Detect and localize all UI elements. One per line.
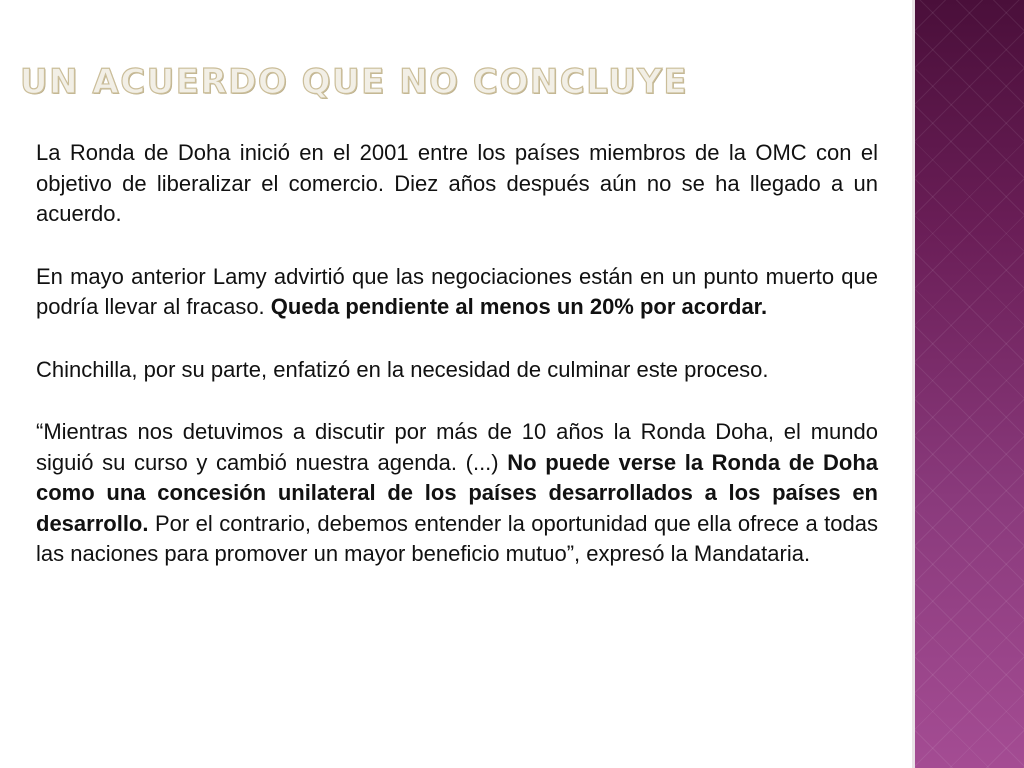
paragraph-lamy-text: En mayo anterior Lamy advirtió que las negociaciones están en un punto muerto que podría llevar al fracaso. [36, 263, 878, 319]
quote-text-end: Por el contrario, debemos entender la oportunidad que ella ofrece a todas las naciones para promover un mayor beneficio mutuo”, expresó la Mandataria. [36, 510, 878, 566]
slide-body [36, 138, 878, 570]
paragraph-lamy-emphasis: Queda pendiente al menos un 20% por acordar. [270, 294, 768, 319]
quote-emphasis: No puede verse la Ronda de Doha como una concesión unilateral de los países desarrollados a los países en desarrollo. [36, 449, 879, 536]
paragraph-lamy [36, 262, 878, 323]
decorative-side-band [912, 0, 1024, 768]
slide-title: UN ACUERDO QUE NO CONCLUYE [20, 62, 689, 102]
quote-text-start: “Mientras nos detuvimos a discutir por más de 10 años la Ronda Doha, el mundo siguió su curso y cambió nuestra agenda. (...) [36, 419, 878, 475]
paragraph-chinchilla: Chinchilla, por su parte, enfatizó en la necesidad de culminar este proceso. [36, 356, 769, 382]
paragraph-doha-round: La Ronda de Doha inició en el 2001 entre los países miembros de la OMC con el objetivo de liberalizar el comercio. Diez años después aún no se ha llegado a un acuerdo. [36, 140, 878, 226]
paragraph-quote [36, 417, 878, 570]
